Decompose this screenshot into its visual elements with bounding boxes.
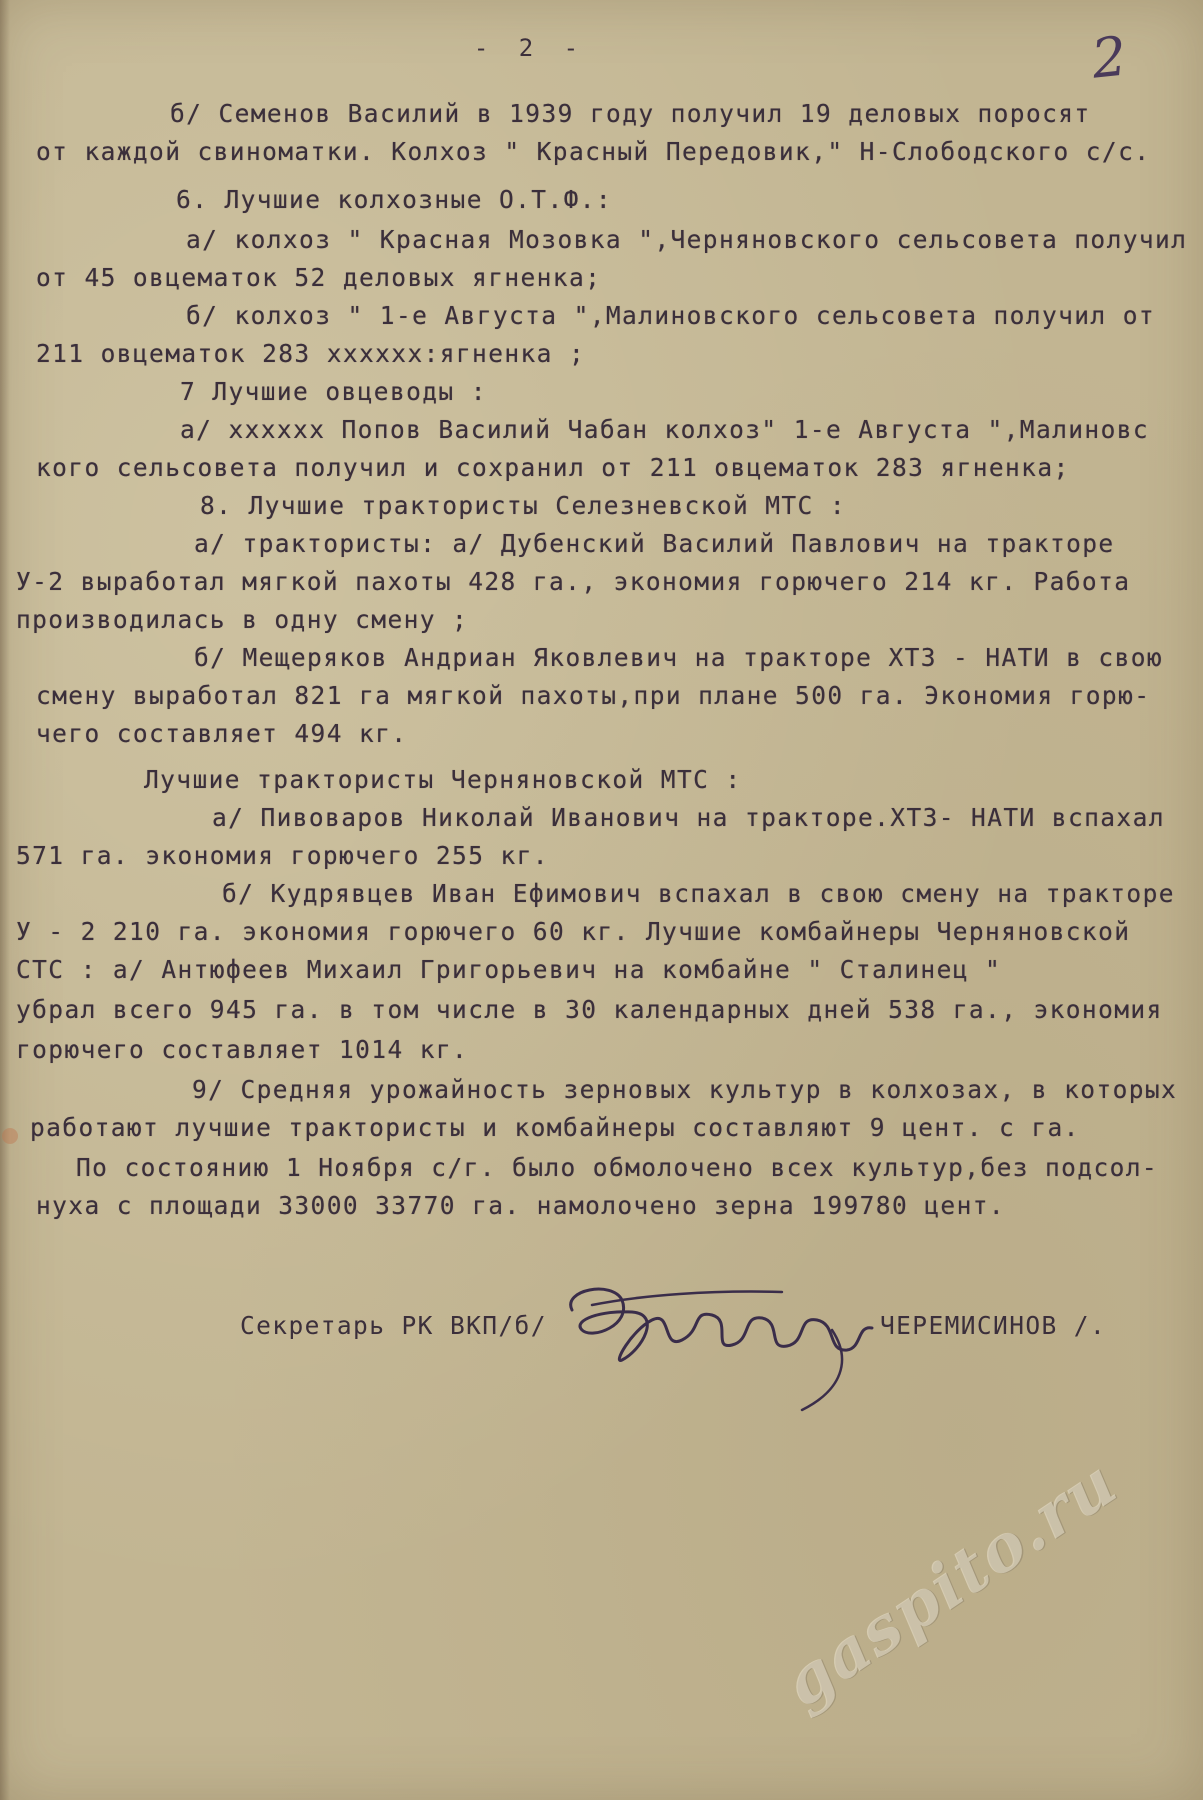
page-edge-shadow	[0, 0, 10, 1800]
text-line: горючего составляет 1014 кг.	[16, 1035, 469, 1064]
text-line: смену выработал 821 га мягкой пахоты,при плане 500 га. Экономия горю-	[36, 681, 1151, 710]
text-line: б/ Семенов Василий в 1939 году получил 19 деловых поросят	[170, 99, 1091, 128]
text-line: кого сельсовета получил и сохранил от 211 овцематок 283 ягненка;	[36, 453, 1070, 482]
text-line: У - 2 210 га. экономия горючего 60 кг. Лучшие комбайнеры Черняновской	[16, 917, 1131, 946]
text-line: СТС : а/ Антюфеев Михаил Григорьевич на комбайне " Сталинец "	[16, 955, 1002, 984]
text-line: нуха с площади 33000 33770 га. намолочено зерна 199780 цент.	[36, 1191, 1006, 1220]
text-line: 8. Лучшие трактористы Селезневской МТС :	[200, 491, 847, 520]
text-line: а/ xxxxxx Попов Василий Чабан колхоз" 1-е Августа ",Малиновс	[180, 415, 1150, 444]
text-line: производилась в одну смену ;	[16, 605, 469, 634]
text-line: 6. Лучшие колхозные О.Т.Ф.:	[176, 185, 613, 214]
text-line: чего составляет 494 кг.	[36, 719, 408, 748]
text-line: от каждой свиноматки. Колхоз " Красный Передовик," Н-Слободского с/с.	[36, 137, 1151, 166]
text-line: а/ Пивоваров Николай Иванович на тракторе.ХТЗ- НАТИ вспахал	[212, 803, 1165, 832]
page-number: - 2 -	[473, 34, 587, 62]
text-line: 571 га. экономия горючего 255 кг.	[16, 841, 549, 870]
text-line: 9/ Средняя урожайность зерновых культур в колхозах, в которых	[192, 1075, 1178, 1104]
site-watermark: gaspito.ru	[770, 1444, 1132, 1723]
handwritten-page-mark: 2	[1088, 24, 1130, 91]
text-line: Лучшие трактористы Черняновской МТС :	[144, 765, 742, 794]
text-line: б/ Кудрявцев Иван Ефимович вспахал в свою смену на тракторе	[222, 879, 1175, 908]
text-line: По состоянию 1 Ноября с/г. было обмолочено всех культур,без подсол-	[76, 1153, 1159, 1182]
text-line: от 45 овцематок 52 деловых ягненка;	[36, 263, 602, 292]
handwritten-signature	[552, 1270, 932, 1420]
text-line: убрал всего 945 га. в том числе в 30 календарных дней 538 га., экономия	[16, 995, 1163, 1024]
signature-label: Секретарь РК ВКП/б/	[240, 1311, 547, 1340]
paper-stain	[2, 1128, 18, 1144]
text-line: 7 Лучшие овцеводы :	[180, 377, 487, 406]
text-line: У-2 выработал мягкой пахоты 428 га., экономия горючего 214 кг. Работа	[16, 567, 1131, 596]
text-line: б/ колхоз " 1-е Августа ",Малиновского сельсовета получил от	[186, 301, 1156, 330]
text-line: а/ колхоз " Красная Мозовка ",Черняновского сельсовета получил	[186, 225, 1188, 254]
text-line: работают лучшие трактористы и комбайнеры составляют 9 цент. с га.	[30, 1113, 1080, 1142]
text-line: а/ трактористы: а/ Дубенский Василий Павлович на тракторе	[194, 529, 1115, 558]
signatory-name: ЧЕРЕМИСИНОВ /.	[880, 1311, 1107, 1340]
text-line: 211 овцематок 283 xxxxxx:ягненка ;	[36, 339, 586, 368]
text-line: б/ Мещеряков Андриан Яковлевич на тракторе ХТЗ - НАТИ в свою	[194, 643, 1164, 672]
